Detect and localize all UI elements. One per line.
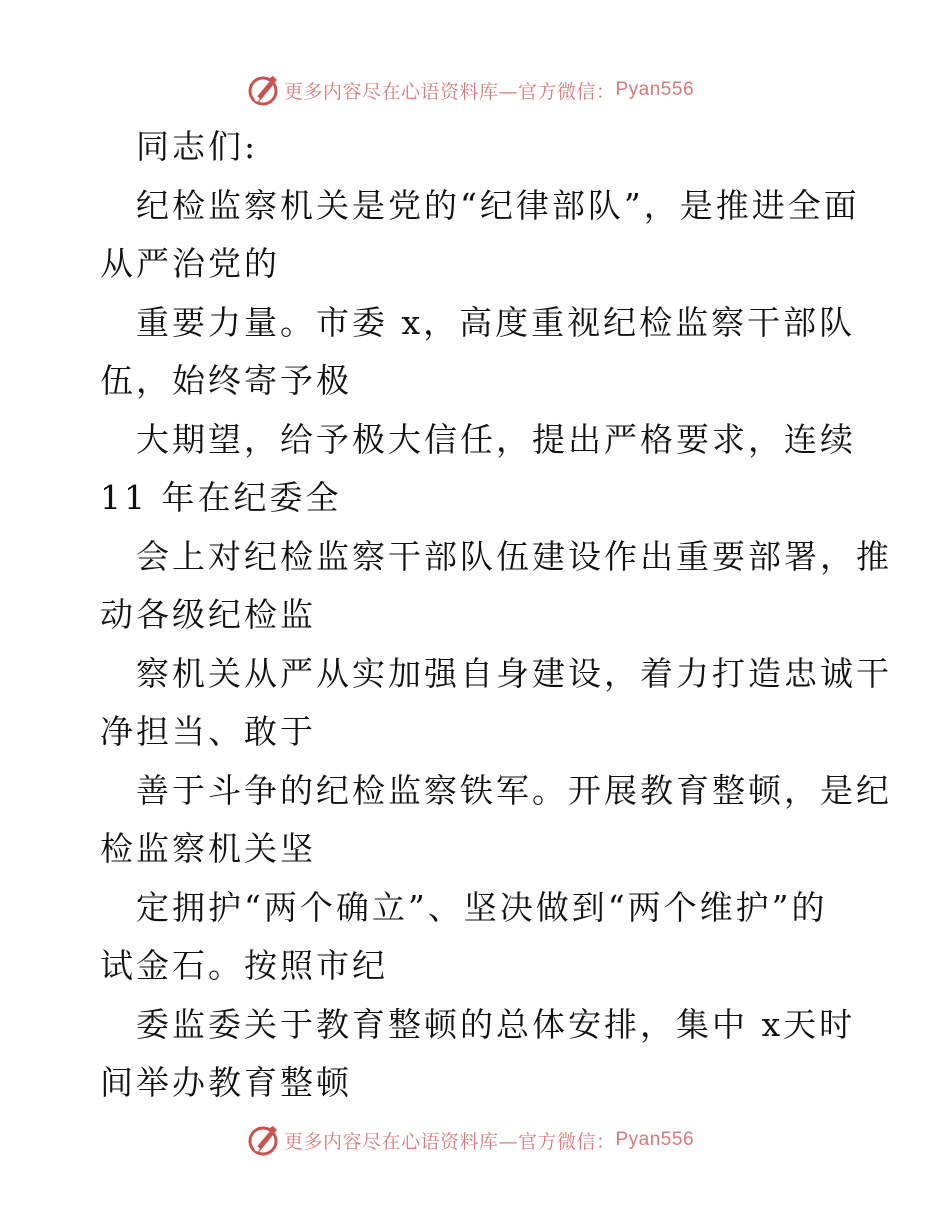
watermark-group	[246, 1123, 694, 1157]
body-line: 大期望，给予极大信任，提出严格要求，连续	[136, 419, 856, 459]
pen-seal-logo-icon	[246, 73, 280, 107]
watermark-wechat-id: Pyan556	[615, 79, 695, 100]
document-body	[100, 118, 892, 1113]
footer-watermark	[0, 1120, 950, 1160]
watermark-group	[246, 73, 694, 107]
body-line: 纪检监察机关是党的“纪律部队”，是推进全面	[136, 185, 860, 225]
watermark-site-text: 更多内容尽在心语资料库—	[283, 80, 518, 103]
body-line: 同志们:	[136, 127, 259, 166]
watermark-wechat-id: Pyan556	[615, 1129, 695, 1150]
body-line: 试金石。按照市纪	[100, 946, 388, 985]
body-line: 委监委关于教育整顿的总体安排，集中 x天时	[136, 1004, 856, 1044]
pen-seal-logo-icon	[246, 1123, 280, 1157]
body-line: 察机关从严从实加强自身建设，着力打造忠诚干	[136, 653, 892, 693]
body-line: 从严治党的	[100, 244, 280, 283]
body-line: 11 年在纪委全	[100, 478, 342, 517]
body-line: 间举办教育整顿	[100, 1063, 352, 1102]
watermark-wechat-label: 官方微信：	[517, 1130, 616, 1153]
body-line: 伍，始终寄予极	[100, 361, 352, 400]
body-line: 善于斗争的纪检监察铁军。开展教育整顿，是纪	[136, 770, 892, 810]
body-line: 检监察机关坚	[100, 829, 316, 868]
body-line: 定拥护“两个确立”、坚决做到“两个维护”的	[136, 887, 828, 927]
body-line: 动各级纪检监	[100, 595, 316, 634]
watermark-wechat-label: 官方微信：	[517, 80, 616, 103]
watermark-site-text: 更多内容尽在心语资料库—	[283, 1130, 518, 1153]
body-line: 会上对纪检监察干部队伍建设作出重要部署，推	[136, 536, 892, 576]
body-line: 净担当、敢于	[100, 712, 316, 751]
body-line: 重要力量。市委 x，高度重视纪检监察干部队	[136, 302, 856, 342]
header-watermark	[0, 70, 950, 110]
